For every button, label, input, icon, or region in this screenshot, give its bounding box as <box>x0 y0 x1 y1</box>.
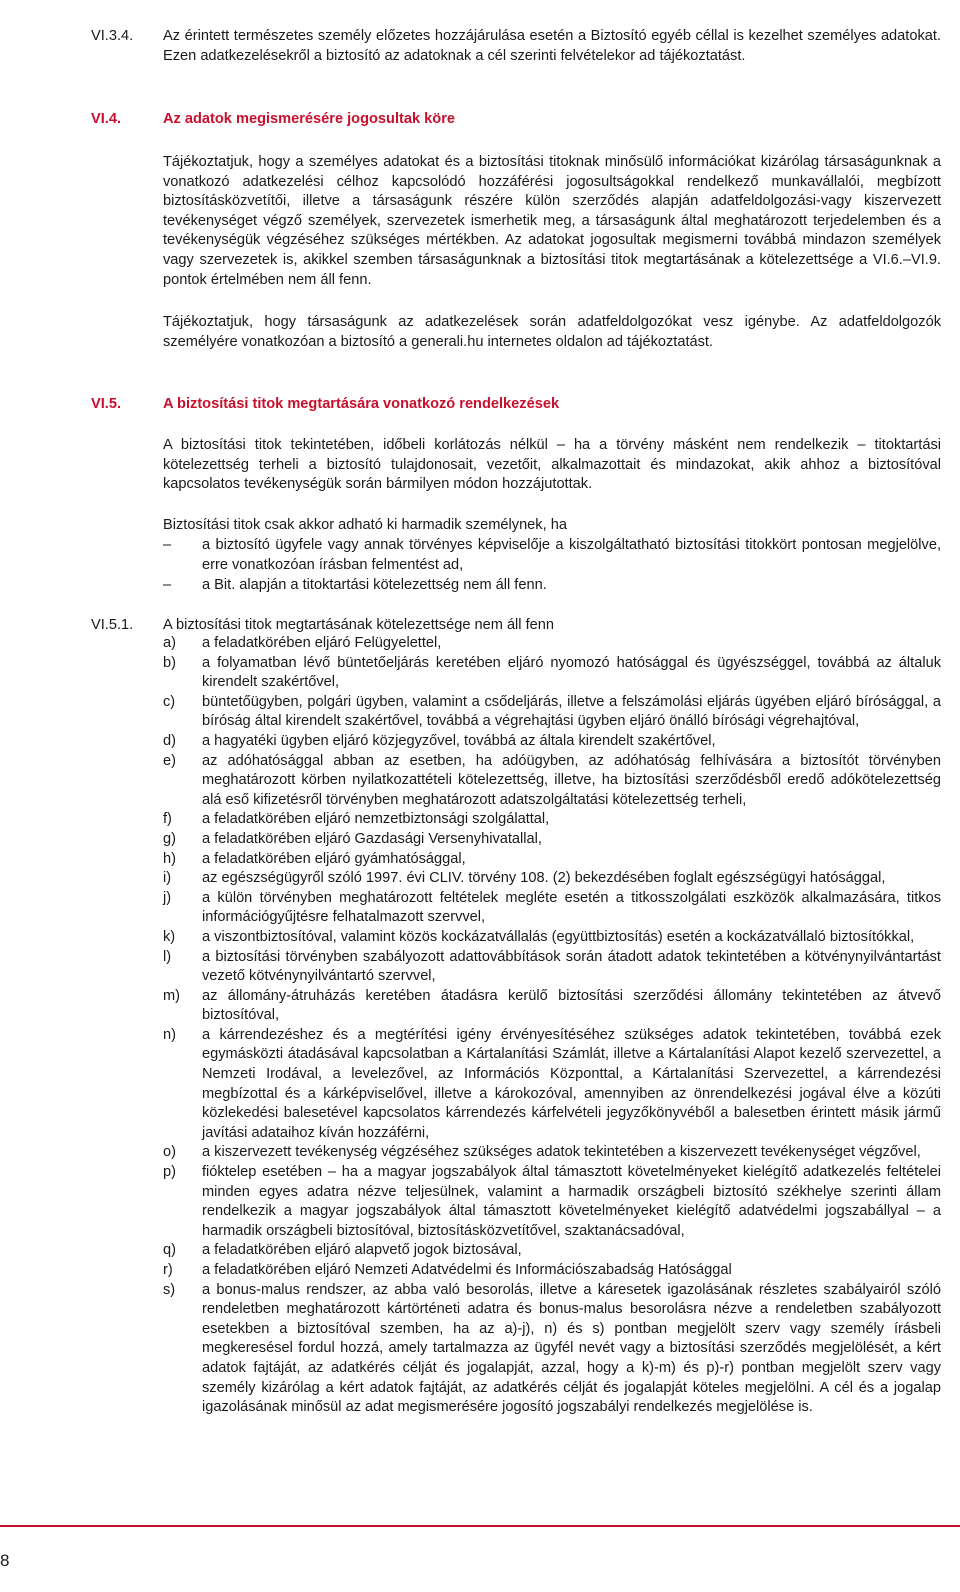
list-item-text: a feladatkörében eljáró Nemzeti Adatvédelmi és Információszabadság Hatósággal <box>202 1262 732 1278</box>
list-item <box>163 1026 941 1144</box>
list-item-label: p) <box>163 1164 176 1181</box>
dash-item-text: a biztosító ügyfele vagy annak törvényes képviselője a kiszolgáltatható biztosítási titokkört pontosan megjelölve, erre vonatkozóan írásban felmentést ad, <box>202 537 941 573</box>
list-item-text: a biztosítási törvényben szabályozott adattovábbítások során átadott adatok tekintetében a kötvénynyilvántartást vezető kötvénynyilvántartó szervvel, <box>202 948 941 985</box>
section-vi-4-paragraph-1: Tájékoztatjuk, hogy a személyes adatokat és a biztosítási titoknak minősülő információkat kizárólag társaságunknak a vonatkozó adatkezelési célhoz kapcsolódó hozzáférési jogosultságokkal rendelkező munkavállalói, megbízott biztosításközvetítői, illetve a társaságunk részére külön szerződés alapján adatfeldolgozási-vagy kiszervezett tevékenységet végző személyek, szervezetek ismerhetik meg, a társaságunk által meghatározott terjedelemben és a tevékenységük végzéséhez szükséges mértékben. Az adatokat jogosultak megismerni továbbá mindazon személyek vagy szervezetek is, akikkel szemben társaságunknak a biztosítási titok megtartásának a kötelezettsége a VI.6.–VI.9. pontok értelmében nem áll fenn. <box>163 154 941 288</box>
list-item-label: m) <box>163 987 181 1004</box>
list-item <box>163 1163 941 1241</box>
dash-item-text: a Bit. alapján a titoktartási kötelezettség nem áll fenn. <box>202 577 547 593</box>
list-item <box>163 634 941 654</box>
list-item-label: b) <box>163 654 176 671</box>
section-number-vi-3-4: VI.3.4. <box>91 28 134 44</box>
list-item-text: az egészségügyről szóló 1997. évi CLIV. törvény 108. (2) bekezdésében foglalt egészségügyi hatósággal, <box>202 870 886 887</box>
list-item <box>163 810 941 830</box>
list-item-text: a feladatkörében eljáró nemzetbiztonsági szolgálattal, <box>202 811 550 828</box>
dash-marker: – <box>163 577 172 593</box>
list-item <box>163 948 941 987</box>
list-item <box>163 889 941 928</box>
list-item-label: s) <box>163 1281 176 1298</box>
list-item <box>163 1281 941 1418</box>
section-vi-3-4-text: Az érintett természetes személy előzetes hozzájárulása esetén a Biztosító egyéb céllal is kezelhet személyes adatokat. Ezen adatkezelésekről a biztosító az adatoknak a cél szerinti felvételekor ad tájékoztatást. <box>163 28 941 64</box>
list-item-text: a hagyatéki ügyben eljáró közjegyzővel, továbbá az általa kirendelt szakértővel, <box>202 732 716 749</box>
list-item-text: a külön törvényben meghatározott feltételek megléte esetén a titkosszolgálati eszközök alkalmazására, titkos információgyűjtésre felhatalmazott szervvel, <box>202 889 941 926</box>
list-item-text: a feladatkörében eljáró gyámhatósággal, <box>202 850 466 867</box>
list-item-label: c) <box>163 693 176 710</box>
exceptions-list <box>163 634 941 1418</box>
list-item <box>163 830 941 850</box>
list-item-text: a feladatkörében eljáró alapvető jogok biztosával, <box>202 1242 522 1259</box>
footer-divider <box>0 1525 960 1527</box>
section-vi-5-paragraph-1: A biztosítási titok tekintetében, időbeli korlátozás nélkül – ha a törvény másként nem rendelkezik – titoktartási kötelezettség terheli a biztosító tulajdonosait, vezetőit, alkalmazottait és mindazokat, akik ahhoz a biztosítóval kapcsolatos tevékenységük során bármilyen módon hozzájutottak. <box>163 437 941 493</box>
list-item-label: r) <box>163 1262 173 1278</box>
list-item <box>163 850 941 870</box>
section-vi-5-title: A biztosítási titok megtartására vonatkozó rendelkezések <box>163 396 560 412</box>
list-item-label: l) <box>163 948 172 965</box>
list-item <box>163 752 941 811</box>
page-number: 8 <box>0 1551 10 1570</box>
list-item-label: i) <box>163 870 172 887</box>
list-item-label: h) <box>163 850 176 867</box>
section-vi-5-paragraph-2: Biztosítási titok csak akkor adható ki harmadik személynek, ha <box>163 517 567 533</box>
section-number-vi-5-1: VI.5.1. <box>91 617 134 633</box>
list-item-text: fióktelep esetében – ha a magyar jogszabályok által támasztott követelményeket kielégítő adatkezelés feltételei minden egyes adatra nézve teljesülnek, valamint a harmadik országbeli biztosító székhelye szerinti állam rendelkezik a magyar jogszabályok által támasztott követelményeket kielégítő adatvédelmi jogszabállyal – a harmadik országbeli biztosítóval, biztosításközvetítővel, szaktanácsadóval, <box>202 1164 941 1239</box>
list-item-label: k) <box>163 928 176 945</box>
list-item <box>163 1261 941 1281</box>
list-item <box>163 1143 941 1163</box>
list-item-text: a kiszervezett tevékenység végzéséhez szükséges adatok tekintetében a kiszervezett tevékenységet végzővel, <box>202 1144 921 1161</box>
list-item <box>163 654 941 693</box>
list-item-label: a) <box>163 635 176 651</box>
list-item-label: q) <box>163 1242 176 1259</box>
list-item <box>163 987 941 1026</box>
list-item <box>163 869 941 889</box>
section-number-vi-5: VI.5. <box>91 396 122 412</box>
list-item-text: a bonus-malus rendszer, az abba való besorolás, illetve a káresetek igazolásának részletes szabályairól szóló rendeletben meghatározott kártörténeti adatra és bonus-malus besorolásra nézve a rendeletben szabályozott esetekben a biztosítóval szemben, ha az a)-j), n) és s) pontban megjelölt szerv vagy személy írásbeli megkeresésel fordul hozzá, amely tartalmazza az ügyfél nevét vagy a biztosítási szerződés megjelölését, a kért adatok fajtáját, az adatkérés célját és jogalapját, azzal, hogy a k)-m) és p)-r) pontban megjelölt szerv vagy személy kizárólag a kért adatok fajtáját, az adatkérés célját és jogalapját köteles megjelölni. A cél és a jogalap igazolásának minősül az adat megismerésére jogosító jogszabályi rendelkezés megjelölése is. <box>202 1281 941 1416</box>
section-number-vi-4: VI.4. <box>91 111 122 127</box>
section-vi-4-paragraph-2: Tájékoztatjuk, hogy társaságunk az adatkezelések során adatfeldolgozókat vesz igénybe. Az adatfeldolgozók személyére vonatkozóan a biztosító a generali.hu internetes oldalon ad tájékoztatást. <box>163 314 941 350</box>
list-item <box>163 693 941 732</box>
list-item-text: az adóhatósággal abban az esetben, ha adóügyben, az adóhatóság felhívására a biztosítót törvényben meghatározott körben nyilatkozattételi kötelezettség, illetve, ha biztosítási szerződésből eredő adókötelezettség alá eső kifizetésről törvényben meghatározott adatszolgáltatási kötelezettség terheli, <box>202 752 941 808</box>
list-item-label: g) <box>163 830 176 847</box>
list-item <box>163 1241 941 1261</box>
list-item-label: e) <box>163 752 176 769</box>
list-item-label: j) <box>163 889 172 906</box>
list-item-text: a kárrendezéshez és a megtérítési igény érvényesítéséhez szükséges adatok tekintetében, továbbá ezek egymásközti átadásával kapcsolatban a Kártalanítási Számlát, illetve a Kártalanítási Alapot kezelő szervezettel, a Nemzeti Irodával, a levelezővel, az Információs Központtal, a Kártalanítási Szervezettel, a kárrendezési megbízottal és a kárképviselővel, illetve a károkozóval, amennyiben az önrendelkezési jogával élve a közúti közlekedési balesetével kapcsolatos kárrendezés kárfelvételi jegyzőkönyvéből a balesetben érintett másik jármű javítási adataihoz kíván hozzáférni, <box>202 1026 941 1141</box>
list-item-text: büntetőügyben, polgári ügyben, valamint a csődeljárás, illetve a felszámolási eljárás ügyében eljáró bírósággal, a bíróság által kirendelt szakértővel, továbbá a végrehajtási ügyben eljáró önálló bírósági végrehajtóval, <box>202 693 941 730</box>
dash-marker: – <box>163 537 172 553</box>
list-item-label: f) <box>163 811 172 828</box>
list-item-text: a feladatkörében eljáró Felügyelettel, <box>202 635 442 651</box>
list-item-text: a folyamatban lévő büntetőeljárás keretében eljáró nyomozó hatósággal és ügyészséggel, továbbá az általuk kirendelt szakértővel, <box>202 654 941 691</box>
list-item-label: o) <box>163 1144 176 1161</box>
list-item-text: a viszontbiztosítóval, valamint közös kockázatvállalás (együttbiztosítás) esetén a kockázatvállaló biztosítókkal, <box>202 928 915 945</box>
list-item-text: az állomány-átruházás keretében átadásra kerülő biztosítási szerződési állomány tekintetében az átvevő biztosítóval, <box>202 987 941 1024</box>
dash-list-item <box>163 576 941 596</box>
list-item <box>163 732 941 752</box>
list-item-label: n) <box>163 1026 176 1043</box>
list-item-text: a feladatkörében eljáró Gazdasági Versenyhivatallal, <box>202 830 542 847</box>
dash-list-item <box>163 536 941 575</box>
list-item-label: d) <box>163 732 176 749</box>
section-vi-4-title: Az adatok megismerésére jogosultak köre <box>163 111 455 127</box>
list-item <box>163 928 941 948</box>
section-vi-5-1-intro: A biztosítási titok megtartásának kötelezettsége nem áll fenn <box>163 617 555 633</box>
